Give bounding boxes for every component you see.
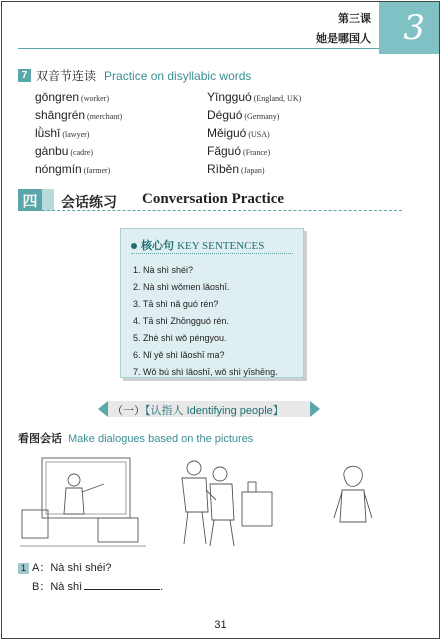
key-sentence: 1. Nà shì shéi? — [133, 265, 194, 275]
teacher-picture — [20, 458, 146, 546]
word-row — [35, 160, 415, 178]
word-item: Rìběn (Japan) — [207, 162, 265, 176]
section-7-title-en: Practice on disyllabic words — [104, 68, 252, 83]
word-item: gànbu (cadre) — [35, 144, 94, 158]
section-4-number: 四 — [18, 189, 42, 211]
page-number: 31 — [214, 619, 227, 631]
word-row — [35, 142, 415, 160]
section-7-number: 7 — [18, 69, 31, 82]
header-rule — [18, 48, 379, 49]
key-sentences-box — [120, 228, 304, 378]
dialogue-line-b: B：Nà shì . — [18, 577, 163, 595]
key-sentences-list — [133, 262, 278, 381]
section-4-rule — [42, 210, 402, 211]
triangle-left-icon — [98, 401, 108, 417]
lesson-number-block — [379, 2, 439, 54]
section-4-title-cn: 会话练习 — [61, 194, 117, 210]
textbook-page — [1, 1, 440, 639]
section-4-heading — [18, 189, 402, 213]
bullet-icon — [131, 243, 137, 249]
subsection-heading — [98, 401, 320, 417]
key-sentences-rule — [131, 253, 293, 254]
key-sentence: 5. Zhè shì wǒ péngyou. — [133, 333, 227, 343]
word-item: Fǎguó (France) — [207, 144, 271, 158]
make-dialogues-instruction: 看图会话 Make dialogues based on the pictures — [18, 433, 254, 445]
disyllabic-word-list — [35, 88, 415, 178]
word-item: Déguó (Germany) — [207, 108, 280, 122]
section-7-heading — [18, 67, 251, 84]
lesson-number: 3 — [403, 8, 425, 48]
word-item: nóngmín (farmer) — [35, 162, 111, 176]
word-row — [35, 124, 415, 142]
word-item: gōngren (worker) — [35, 90, 110, 104]
word-item: lǜshī (lawyer) — [35, 126, 90, 140]
section-4-accent-bar — [42, 189, 54, 211]
man-picture — [334, 466, 372, 522]
doctors-picture — [182, 461, 272, 546]
word-item: Měiguó (USA) — [207, 126, 270, 140]
key-sentence: 3. Tā shì nǎ guó rén? — [133, 299, 219, 309]
dialogue-number: 1 — [18, 563, 29, 574]
key-sentence: 4. Tā shì Zhōngguó rén. — [133, 316, 229, 326]
dialogue-pictures — [16, 452, 430, 552]
lesson-title: 她是哪国人 — [316, 33, 371, 45]
dialogue-line-a: 1 A：Nà shì shéi? — [18, 559, 163, 577]
section-4-title-en: Conversation Practice — [142, 191, 285, 207]
subsection-title: （一）【认指人 Identifying people】 — [112, 405, 284, 417]
word-row — [35, 88, 415, 106]
answer-blank — [84, 577, 160, 590]
key-sentences-title: 核心句 KEY SENTENCES — [131, 237, 264, 253]
key-sentence: 2. Nà shì wǒmen lǎoshī. — [133, 282, 230, 292]
key-sentence: 6. Nǐ yě shì lǎoshī ma? — [133, 350, 225, 360]
word-item: Yīngguó (England, UK) — [207, 90, 302, 104]
key-sentence: 7. Wǒ bú shì lǎoshī, wǒ shì yīshēng. — [133, 367, 278, 377]
word-row — [35, 106, 415, 124]
dialogue-exercise-1 — [18, 559, 163, 595]
triangle-right-icon — [310, 401, 320, 417]
section-7-title-cn: 双音节连读 — [36, 69, 97, 83]
lesson-label: 第三课 — [338, 13, 371, 25]
word-item: shāngrén (merchant) — [35, 108, 123, 122]
